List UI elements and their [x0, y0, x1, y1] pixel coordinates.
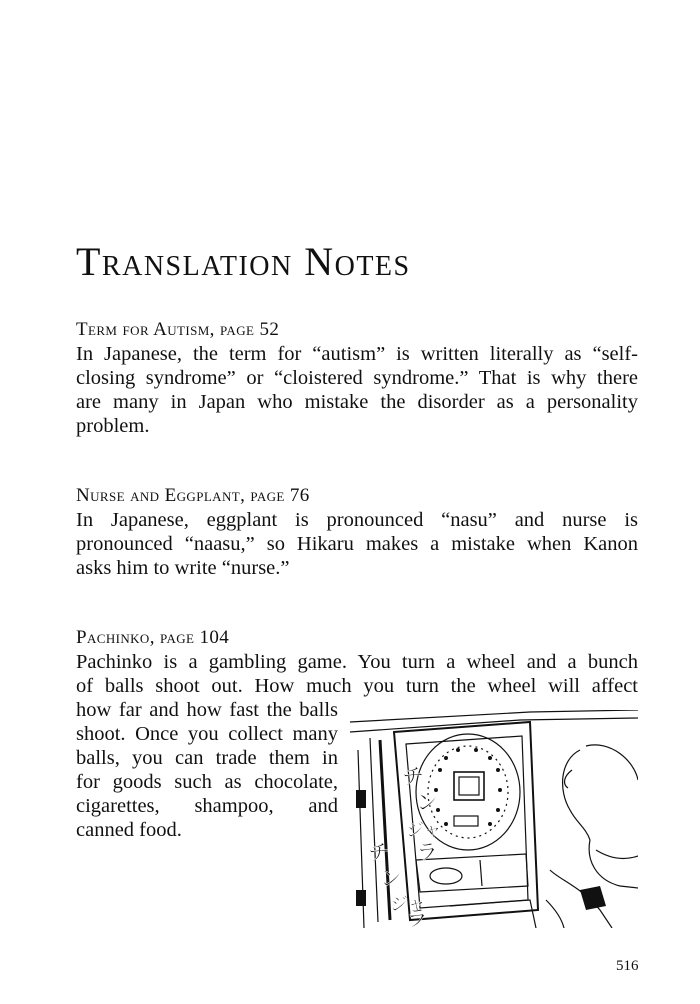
- sfx-text: ラ: [406, 907, 429, 928]
- page-number: 516: [616, 958, 639, 974]
- sfx-text: チ: [402, 765, 425, 790]
- page-title: Translation Notes: [76, 239, 411, 284]
- note-line: asks him to write “nurse.”: [76, 557, 290, 579]
- note-term-for-autism: [76, 318, 638, 438]
- note-body: [76, 342, 638, 438]
- note-line: In Japanese, the term for “autism” is written literally as “self-: [76, 343, 638, 365]
- note-line: In Japanese, eggplant is pronounced “nasu” and nurse is: [76, 509, 638, 531]
- pachinko-illustration: [350, 710, 638, 928]
- sfx-text: ジャ: [390, 894, 426, 915]
- note-nurse-and-eggplant: [76, 484, 638, 580]
- sfx-text: ジャ: [406, 820, 442, 841]
- note-heading: Nurse and Eggplant, page 76: [76, 485, 310, 506]
- sfx-text: ラ: [416, 841, 439, 866]
- note-line: how far and how fast the balls: [76, 699, 338, 721]
- note-line: for goods such as chocolate,: [76, 771, 338, 793]
- note-line: cigarettes, shampoo, and: [76, 795, 338, 817]
- note-line: of balls shoot out. How much you turn the wheel will affect: [76, 675, 638, 697]
- note-line: Pachinko is a gambling game. You turn a wheel and a bunch: [76, 651, 638, 673]
- note-line: balls, you can trade them in: [76, 747, 338, 769]
- note-line: problem.: [76, 415, 150, 437]
- note-line: closing syndrome” or “cloistered syndrome.” That is why there: [76, 367, 638, 389]
- sfx-text: ン: [380, 867, 403, 892]
- sfx-text: ン: [416, 791, 439, 816]
- note-line: are many in Japan who mistake the disorder as a personality: [76, 391, 638, 413]
- note-heading: Pachinko, page 104: [76, 627, 230, 648]
- sfx-text: チ: [368, 841, 391, 866]
- note-line: pronounced “naasu,” so Hikaru makes a mistake when Kanon: [76, 533, 638, 555]
- note-heading: Term for Autism, page 52: [76, 319, 280, 340]
- note-line: shoot. Once you collect many: [76, 723, 338, 745]
- note-body: [76, 508, 638, 580]
- note-line: canned food.: [76, 819, 182, 841]
